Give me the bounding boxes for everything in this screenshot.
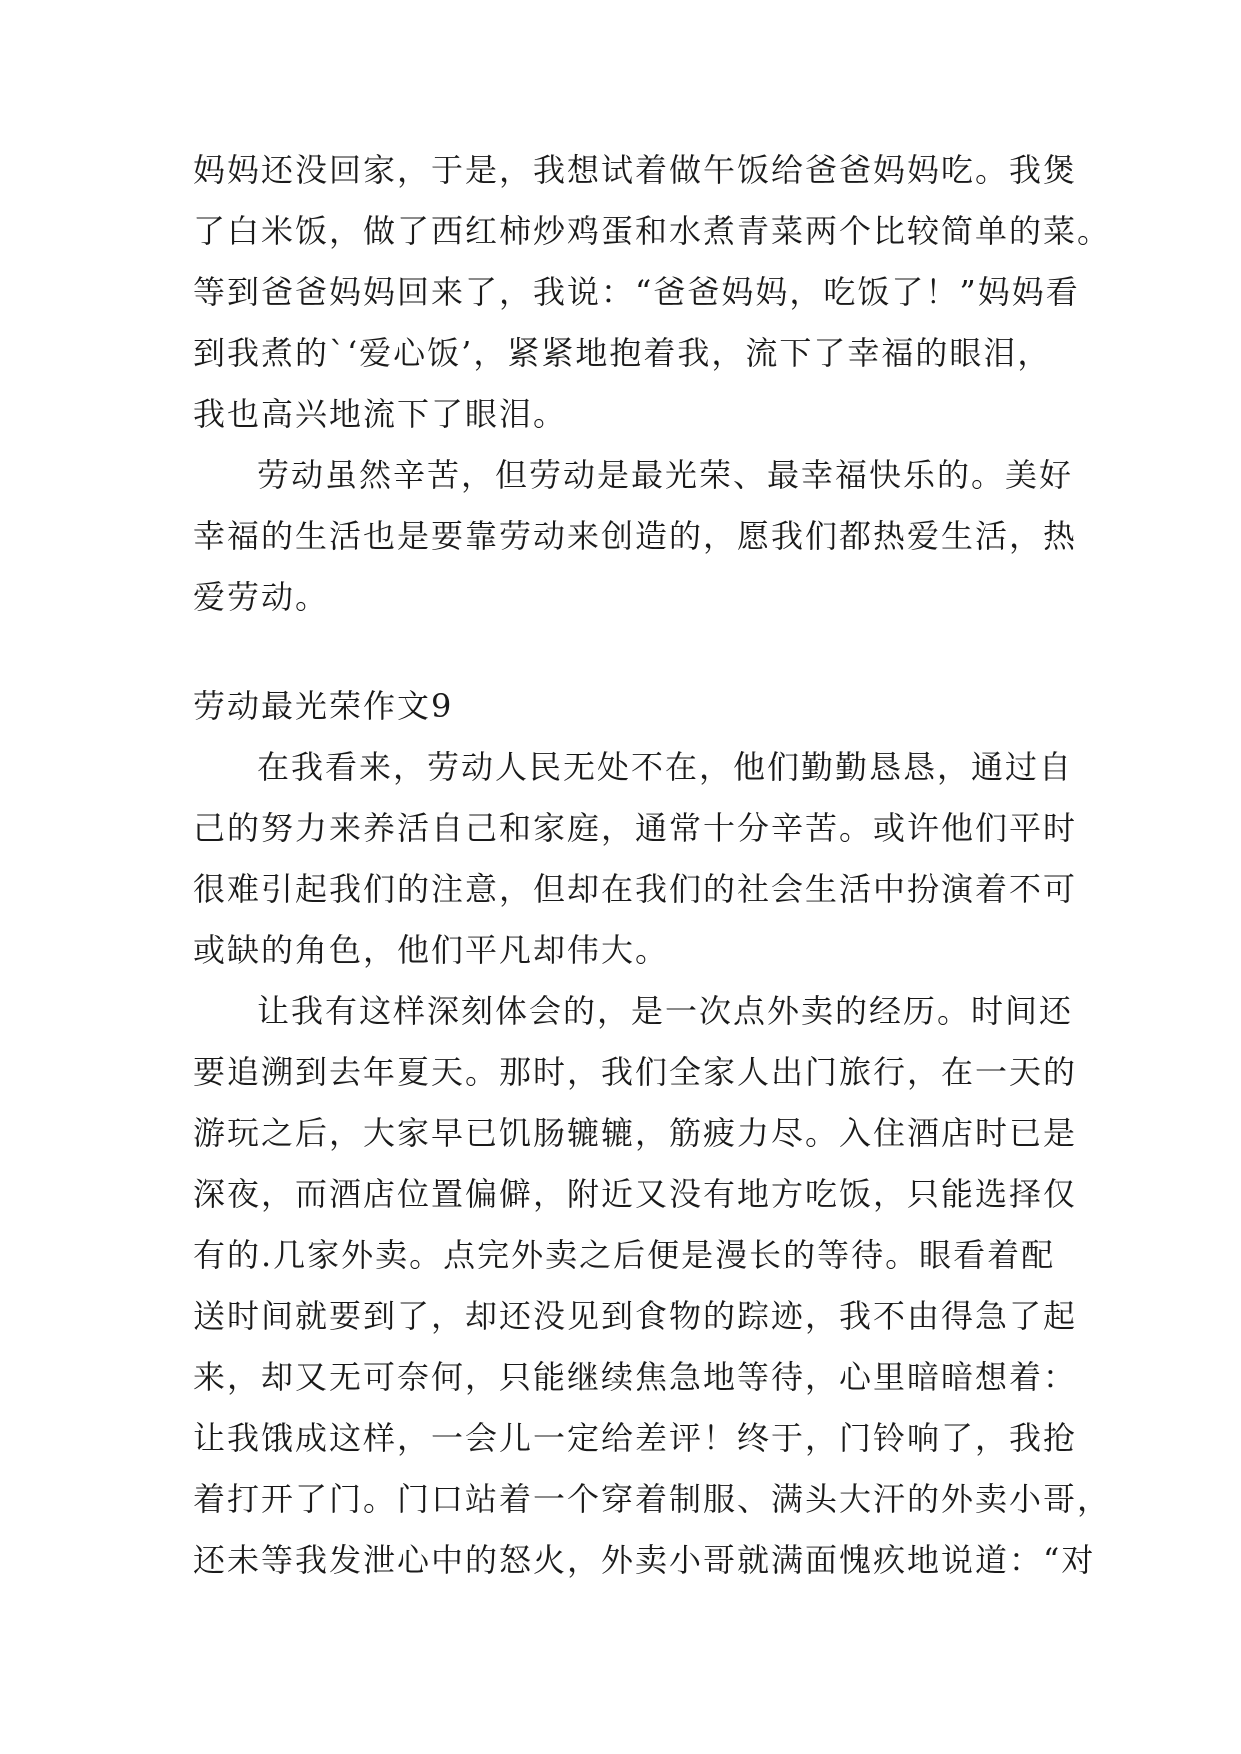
section-heading: 劳动最光荣作文9 bbox=[193, 687, 454, 725]
text-line: 到我煮的`‘爱心饭’，紧紧地抱着我，流下了幸福的眼泪， bbox=[193, 334, 1052, 372]
text-line: 还未等我发泄心中的怒火，外卖小哥就满面愧疚地说道：“对 bbox=[193, 1541, 1096, 1579]
text-line: 来，却又无可奈何，只能继续焦急地等待，心里暗暗想着： bbox=[193, 1358, 1078, 1396]
text-line: 妈妈还没回家，于是，我想试着做午饭给爸爸妈妈吃。我煲 bbox=[193, 151, 1078, 189]
text-line: 己的努力来养活自己和家庭，通常十分辛苦。或许他们平时 bbox=[193, 809, 1078, 847]
text-line: 着打开了门。门口站着一个穿着制服、满头大汗的外卖小哥， bbox=[193, 1480, 1112, 1518]
text-line: 等到爸爸妈妈回来了，我说：“爸爸妈妈，吃饭了！”妈妈看 bbox=[193, 273, 1080, 311]
text-line: 或缺的角色，他们平凡却伟大。 bbox=[193, 931, 670, 969]
text-line: 送时间就要到了，却还没见到食物的踪迹，我不由得急了起 bbox=[193, 1297, 1078, 1335]
text-line: 游玩之后，大家早已饥肠辘辘，筋疲力尽。入住酒店时已是 bbox=[193, 1114, 1078, 1152]
text-line: 要追溯到去年夏天。那时，我们全家人出门旅行，在一天的 bbox=[193, 1053, 1078, 1091]
text-line: 了白米饭，做了西红柿炒鸡蛋和水煮青菜两个比较简单的菜。 bbox=[193, 212, 1112, 250]
text-line: 深夜，而酒店位置偏僻，附近又没有地方吃饭，只能选择仅 bbox=[193, 1175, 1078, 1213]
text-line: 有的.几家外卖。点完外卖之后便是漫长的等待。眼看着配 bbox=[193, 1236, 1056, 1274]
text-line: 很难引起我们的注意，但却在我们的社会生活中扮演着不可 bbox=[193, 870, 1078, 908]
paragraph-first-line: 劳动虽然辛苦，但劳动是最光荣、最幸福快乐的。美好 bbox=[257, 456, 1074, 494]
text-line: 我也高兴地流下了眼泪。 bbox=[193, 395, 568, 433]
paragraph-first-line: 让我有这样深刻体会的，是一次点外卖的经历。时间还 bbox=[257, 992, 1074, 1030]
text-line: 爱劳动。 bbox=[193, 578, 330, 616]
paragraph-first-line: 在我看来，劳动人民无处不在，他们勤勤恳恳，通过自 bbox=[257, 748, 1074, 786]
text-line: 幸福的生活也是要靠劳动来创造的，愿我们都热爱生活，热 bbox=[193, 517, 1078, 555]
text-line: 让我饿成这样，一会儿一定给差评！终于，门铃响了，我抢 bbox=[193, 1419, 1078, 1457]
